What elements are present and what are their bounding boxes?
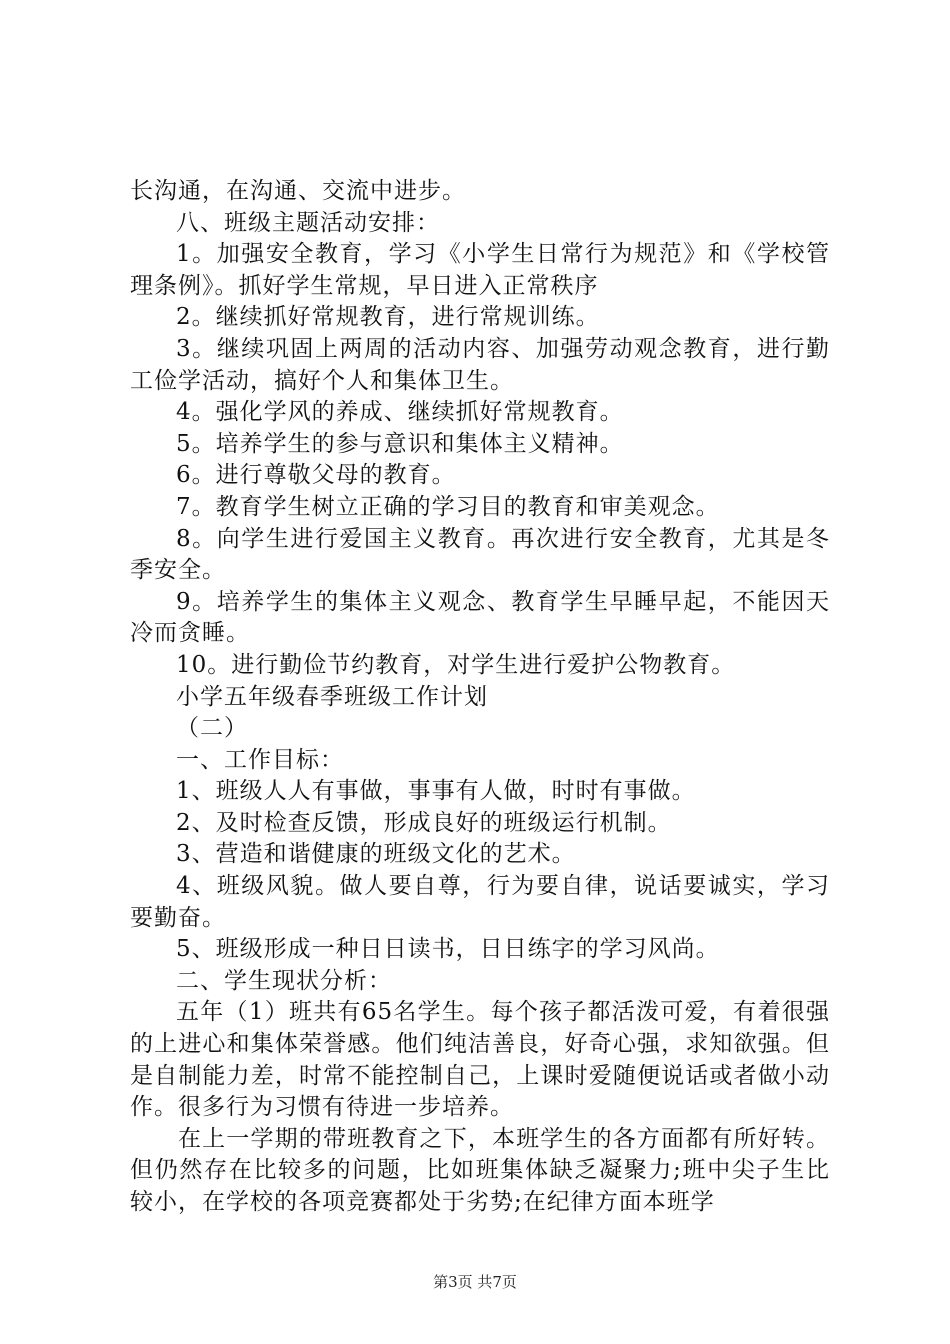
document-subtitle: （二） bbox=[176, 715, 248, 742]
list-item-8: 8。向学生进行爱国主义教育。再次进行安全教育，尤其是冬季安全。 bbox=[130, 525, 830, 584]
list-item-3: 3。继续巩固上两周的活动内容、加强劳动观念教育，进行勤工俭学活动，搞好个人和集体卫生。 bbox=[130, 335, 830, 394]
section-heading-2: 二、学生现状分析： bbox=[176, 967, 392, 994]
list-item-4: 4。强化学风的养成、继续抓好常规教育。 bbox=[176, 399, 624, 426]
goal-item-5: 5、班级形成一种日日读书，日日练字的学习风尚。 bbox=[176, 936, 720, 963]
paragraph-1: 长沟通，在沟通、交流中进步。 bbox=[130, 178, 466, 204]
goal-item-2: 2、及时检查反馈，形成良好的班级运行机制。 bbox=[176, 809, 672, 836]
section-heading-8: 八、班级主题活动安排： bbox=[176, 209, 440, 236]
list-item-10: 10。进行勤俭节约教育，对学生进行爱护公物教育。 bbox=[176, 651, 736, 678]
list-item-7: 7。教育学生树立正确的学习目的教育和审美观念。 bbox=[176, 493, 720, 520]
page-footer bbox=[0, 1271, 950, 1292]
goal-item-1: 1、班级人人有事做，事事有人做，时时有事做。 bbox=[176, 778, 696, 805]
section-heading-1: 一、工作目标： bbox=[176, 746, 344, 773]
analysis-paragraph-1: 五年（1）班共有65名学生。每个孩子都活泼可爱，有着很强的上进心和集体荣誉感。他们纯洁善良，好奇心强，求知欲强。但是自制能力差，时常不能控制自己，上课时爱随便说话或者做小动作。很多行为习惯有待进一步培养。 bbox=[130, 999, 830, 1121]
goal-item-4: 4、班级风貌。做人要自尊，行为要自律，说话要诚实，学习要勤奋。 bbox=[130, 873, 830, 931]
goal-item-3: 3、营造和谐健康的班级文化的艺术。 bbox=[176, 841, 576, 868]
list-item-1: 1。加强安全教育，学习《小学生日常行为规范》和《学校管理条例》。抓好学生常规，早日进入正常秩序 bbox=[130, 241, 830, 299]
list-item-9: 9。培养学生的集体主义观念、教育学生早睡早起，不能因天冷而贪睡。 bbox=[130, 588, 830, 647]
page-number-label: 第3页 共7页 bbox=[433, 1273, 517, 1291]
list-item-5: 5。培养学生的参与意识和集体主义精神。 bbox=[176, 430, 624, 457]
list-item-2: 2。继续抓好常规教育，进行常规训练。 bbox=[176, 304, 600, 331]
document-title: 小学五年级春季班级工作计划 bbox=[176, 683, 488, 710]
list-item-6: 6。进行尊敬父母的教育。 bbox=[176, 462, 456, 489]
document-body bbox=[130, 176, 830, 1219]
analysis-paragraph-2: 在上一学期的带班教育之下，本班学生的各方面都有所好转。但仍然存在比较多的问题，比如班集体缺乏凝聚力;班中尖子生比较小，在学校的各项竞赛都处于劣势;在纪律方面本班学 bbox=[130, 1125, 830, 1215]
